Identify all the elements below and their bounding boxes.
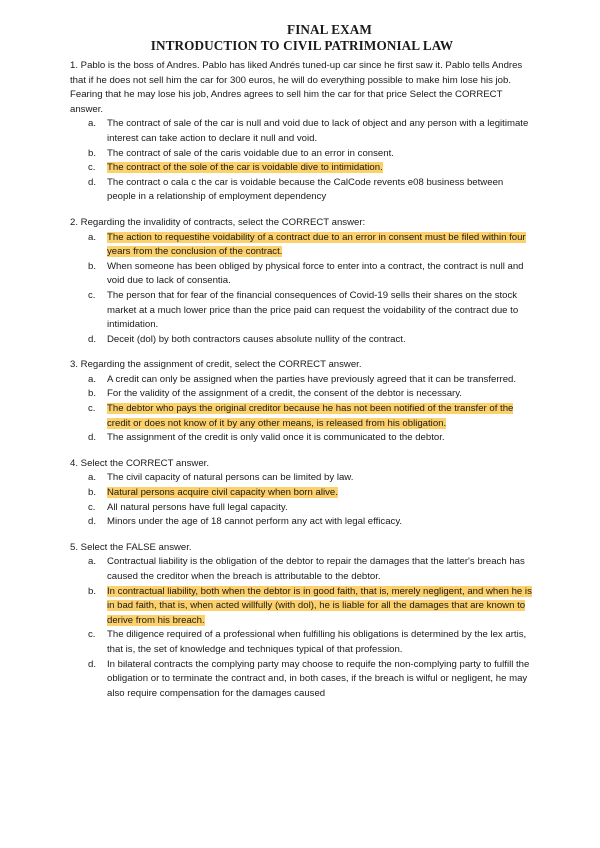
answer-text: Contractual liability is the obligation of the debtor to repair the damages that the latter's breach has caused the creditor when the breach is attributable to the debtor. bbox=[107, 556, 525, 582]
answer-text: A credit can only be assigned when the parties have previously agreed that it can be transferred. bbox=[107, 373, 517, 385]
answer-list bbox=[70, 231, 534, 348]
answer-option bbox=[88, 373, 534, 388]
highlighted-answer-text: In contractual liability, both when the debtor is in good faith, that is, merely negligent, and when he is in bad faith, that is, when acted willfully (with dol), he is liable for all the damages that are known to derive from his breach. bbox=[107, 585, 532, 626]
answer-option bbox=[88, 628, 534, 657]
answer-text: The diligence required of a professional when fulfilling his obligations is determined by the lex artis, that is, the set of knowledge and techniques typical of that profession. bbox=[107, 629, 527, 655]
answer-option bbox=[88, 501, 534, 516]
question-text: 4. Select the CORRECT answer. bbox=[70, 457, 209, 469]
answer-option bbox=[88, 176, 534, 205]
question-text: 2. Regarding the invalidity of contracts, select the CORRECT answer: bbox=[70, 216, 366, 228]
question-3 bbox=[70, 358, 534, 446]
questions-list bbox=[70, 59, 534, 701]
answer-text: When someone has been obliged by physical force to enter into a contract, the contract is null and void due to lack of consentia. bbox=[107, 260, 524, 287]
highlighted-answer-text: The contract of the sole of the car is voidable dive to intimidation. bbox=[107, 162, 383, 174]
answer-letter: d. bbox=[88, 333, 97, 345]
answer-letter: a. bbox=[88, 118, 97, 130]
answer-letter: d. bbox=[88, 176, 97, 188]
highlighted-answer-text: The action to requestihe voidability of a contract due to an error in consent must be filed within four years from the conclusion of the contract. bbox=[107, 231, 526, 258]
answer-letter: c. bbox=[88, 289, 96, 301]
answer-letter: b. bbox=[88, 260, 97, 272]
answer-option bbox=[88, 471, 534, 486]
answer-letter: a. bbox=[88, 472, 97, 484]
answer-text: In bilateral contracts the complying party may choose to requife the non-complying party to fulfill the obligation or to terminate the contract and, in both cases, if the breach is wilful or negligent, he may also require compensation for the damages caused bbox=[107, 658, 530, 699]
answer-option bbox=[88, 431, 534, 446]
answer-text: The person that for fear of the financial consequences of Covid-19 sells their shares on the stock market at a much lower price than the price paid can request the voidability of the contract due to intimidation. bbox=[107, 289, 519, 331]
answer-option bbox=[88, 231, 534, 260]
answer-option bbox=[88, 658, 534, 702]
answer-letter: b. bbox=[88, 147, 97, 159]
question-1 bbox=[70, 59, 534, 205]
exam-header bbox=[70, 22, 534, 54]
answer-text: For the validity of the assignment of a credit, the consent of the debtor is necessary. bbox=[107, 388, 462, 400]
answer-option bbox=[88, 585, 534, 629]
answer-letter: d. bbox=[88, 516, 97, 528]
answer-text: The assignment of the credit is only valid once it is communicated to the debtor. bbox=[107, 432, 445, 444]
question-text: 5. Select the FALSE answer. bbox=[70, 541, 192, 553]
answer-text: Minors under the age of 18 cannot perform any act with legal efficacy. bbox=[107, 516, 403, 528]
highlighted-answer-text: Natural persons acquire civil capacity when born alive. bbox=[107, 487, 338, 499]
answer-letter: c. bbox=[88, 629, 96, 641]
answer-option bbox=[88, 402, 534, 431]
answer-text: The contract of sale of the caris voidable due to an error in consent. bbox=[107, 147, 394, 159]
question-4 bbox=[70, 457, 534, 530]
answer-option bbox=[88, 515, 534, 530]
exam-title: FINAL EXAM bbox=[287, 22, 372, 37]
answer-letter: b. bbox=[88, 487, 97, 499]
answer-letter: c. bbox=[88, 501, 96, 513]
exam-subtitle: INTRODUCTION TO CIVIL PATRIMONIAL LAW bbox=[150, 38, 454, 53]
answer-text: All natural persons have full legal capacity. bbox=[107, 501, 288, 513]
answer-letter: d. bbox=[88, 432, 97, 444]
answer-option bbox=[88, 486, 534, 501]
answer-letter: d. bbox=[88, 658, 97, 670]
answer-option bbox=[88, 117, 534, 146]
answer-list bbox=[70, 373, 534, 446]
answer-letter: a. bbox=[88, 373, 97, 385]
answer-option bbox=[88, 387, 534, 402]
answer-list bbox=[70, 471, 534, 529]
answer-text: Deceit (dol) by both contractors causes absolute nullity of the contract. bbox=[107, 333, 406, 345]
question-5 bbox=[70, 541, 534, 702]
answer-option bbox=[88, 333, 534, 348]
answer-letter: b. bbox=[88, 585, 97, 597]
answer-letter: a. bbox=[88, 231, 97, 243]
question-2 bbox=[70, 216, 534, 347]
answer-letter: c. bbox=[88, 403, 96, 415]
question-text: 3. Regarding the assignment of credit, select the CORRECT answer. bbox=[70, 359, 362, 371]
answer-list bbox=[70, 555, 534, 701]
highlighted-answer-text: The debtor who pays the original creditor because he has not been notified of the transfer of the credit or does not know of it by any other means, is released from his obligation. bbox=[107, 403, 514, 429]
answer-letter: c. bbox=[88, 162, 96, 174]
answer-option bbox=[88, 147, 534, 162]
answer-option bbox=[88, 260, 534, 289]
answer-text: The civil capacity of natural persons can be limited by law. bbox=[107, 472, 354, 484]
answer-option bbox=[88, 289, 534, 333]
answer-option bbox=[88, 161, 534, 176]
answer-letter: a. bbox=[88, 556, 97, 568]
answer-text: The contract of sale of the car is null and void due to lack of object and any person with a legitimate interest can take action to declare it null and void. bbox=[107, 118, 529, 144]
answer-letter: b. bbox=[88, 388, 97, 400]
answer-text: The contract o cala c the car is voidable because the CalCode revents e08 business between people in a relationship of employment dependency bbox=[107, 176, 504, 203]
question-text: 1. Pablo is the boss of Andres. Pablo has liked Andrés tuned-up car since he first saw it. Pablo tells Andres that if he does not sell him the car for 300 euros, he will do everything possible to make him lose his job. Fearing that he may lose his job, Andres agrees to sell him the car for that price Select the CORRECT answer. bbox=[70, 60, 523, 115]
answer-option bbox=[88, 555, 534, 584]
answer-list bbox=[70, 117, 534, 205]
